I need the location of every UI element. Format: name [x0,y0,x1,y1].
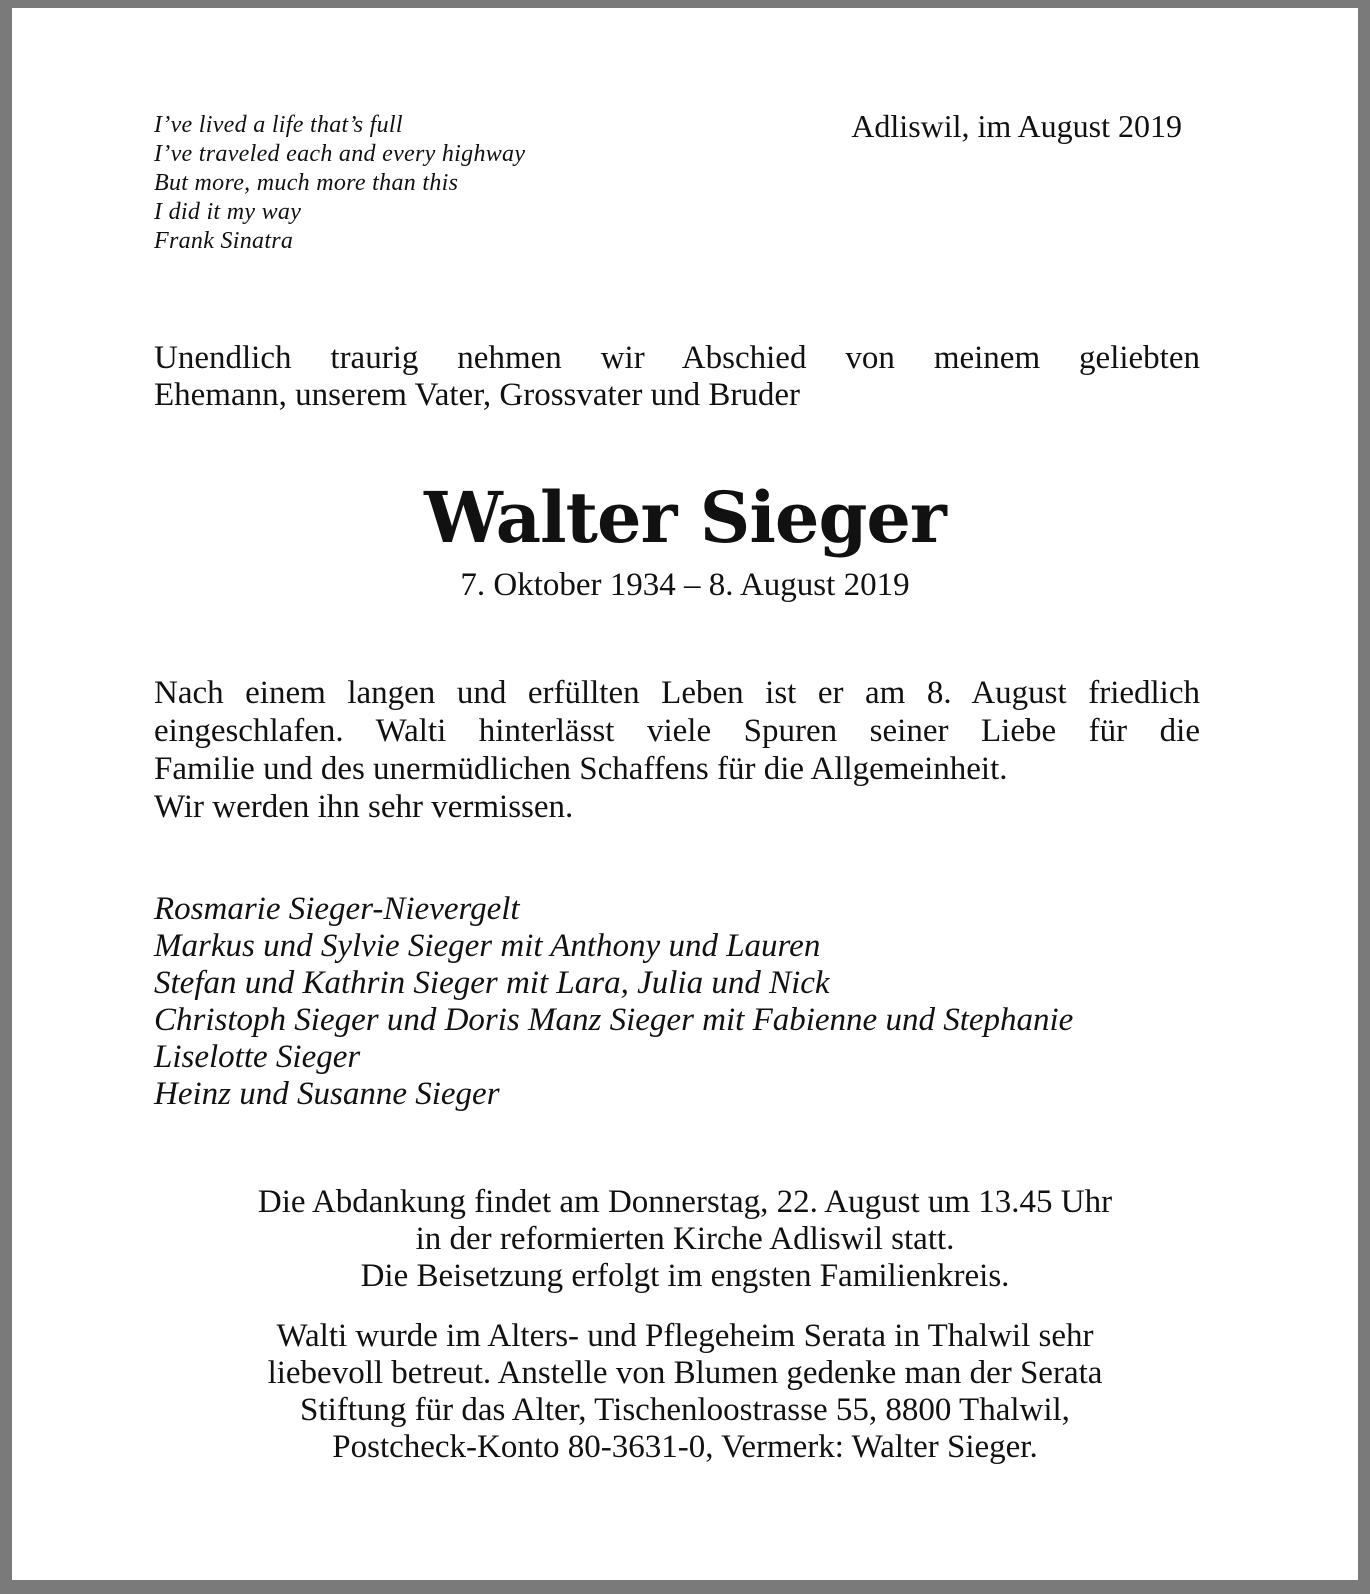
tribute-line: Familie und des unermüdlichen Schaffens für die Allgemeinheit. [154,751,1008,787]
intro-text [154,340,1200,414]
donation-line: liebevoll betreut. Anstelle von Blumen gedenke man der Serata [267,1355,1103,1391]
family-member: Rosmarie Sieger-Nievergelt [154,891,520,927]
family-member: Christoph Sieger und Doris Manz Sieger mit Fabienne und Stephanie [154,1002,1074,1038]
tribute-line: eingeschlafen. Walti hinterlässt viele Spuren seiner Liebe für die [154,713,1200,749]
deceased-name: Walter Sieger [424,476,946,559]
epigraph-line: I’ve lived a life that’s full [154,112,403,138]
epigraph-line: I’ve traveled each and every highway [154,141,526,167]
family-member: Stefan und Kathrin Sieger mit Lara, Julia und Nick [154,965,830,1001]
donation-note [12,1318,1358,1466]
service-line: in der reformierten Kirche Adliswil statt. [415,1221,955,1257]
intro-line: Ehemann, unserem Vater, Grossvater und Bruder [154,377,800,413]
epigraph-quote [154,111,525,256]
epigraph-line: But more, much more than this [154,170,459,196]
service-line: Die Beisetzung erfolgt im engsten Familienkreis. [360,1258,1010,1294]
family-member: Heinz und Susanne Sieger [154,1076,500,1112]
service-info [12,1184,1358,1295]
donation-line: Walti wurde im Alters- und Pflegeheim Serata in Thalwil sehr [276,1318,1094,1354]
family-member: Liselotte Sieger [154,1039,361,1075]
epigraph-line: I did it my way [154,199,302,225]
intro-line: Unendlich traurig nehmen wir Abschied von meinem geliebten [154,340,1200,376]
tribute-line: Wir werden ihn sehr vermissen. [154,789,574,825]
epigraph-author: Frank Sinatra [154,228,294,254]
lifespan-dates: 7. Oktober 1934 – 8. August 2019 [460,567,910,603]
tribute-line: Nach einem langen und erfüllten Leben ist er am 8. August friedlich [154,675,1200,711]
family-member: Markus und Sylvie Sieger mit Anthony und Lauren [154,928,821,964]
donation-line: Postcheck-Konto 80-3631-0, Vermerk: Walter Sieger. [332,1429,1038,1465]
place-date: Adliswil, im August 2019 [851,108,1182,144]
obituary-notice [12,8,1358,1580]
tribute-text [154,674,1200,826]
donation-line: Stiftung für das Alter, Tischenloostrasse 55, 8800 Thalwil, [300,1392,1070,1428]
service-line: Die Abdankung findet am Donnerstag, 22. August um 13.45 Uhr [257,1184,1113,1220]
family-list [154,891,1073,1113]
